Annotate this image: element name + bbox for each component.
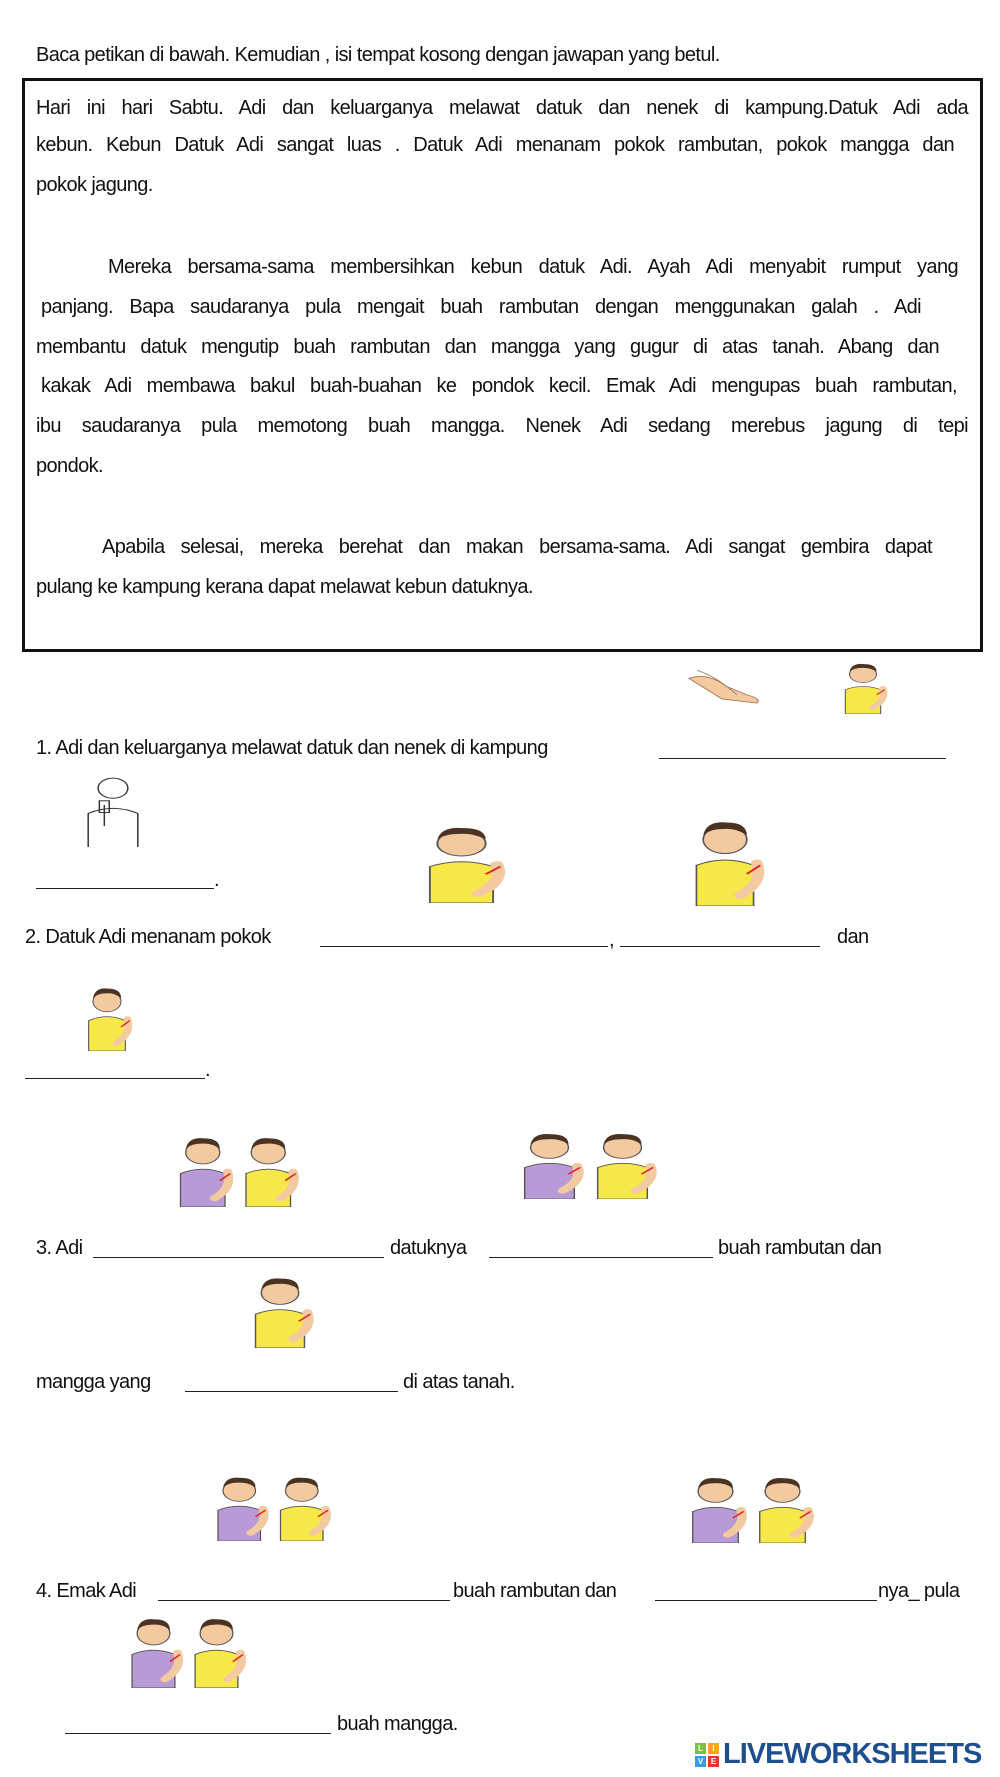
- pair-drawing: [170, 1119, 301, 1207]
- pair-drawing: [682, 1460, 816, 1543]
- passage-line: kakak Adi membawa bakul buah-buahan ke pondok kecil. Emak Adi mengupas buah rambutan,: [41, 375, 957, 397]
- sign-pair-illustration: [208, 1460, 333, 1541]
- q2-end: .: [205, 1059, 210, 1081]
- passage-line: panjang. Bapa saudaranya pula mengait buah rambutan dengan menggunakan galah . Adi: [41, 296, 921, 318]
- sign-pair-illustration: [170, 1119, 301, 1207]
- q2-answer-blank-3[interactable]: [25, 1078, 205, 1079]
- q4-answer-blank-3[interactable]: [65, 1733, 331, 1734]
- sign-boy-illustration: [837, 650, 889, 714]
- outline-drawing: [82, 763, 144, 847]
- q1-text: 1. Adi dan keluarganya melawat datuk dan nenek di kampung: [36, 737, 548, 759]
- liveworksheets-logo: [695, 1738, 981, 1771]
- passage-line: pulang ke kampung kerana dapat melawat kebun datuknya.: [36, 576, 533, 598]
- sign-boy-illustration: [80, 971, 134, 1051]
- hands-drawing: [687, 662, 765, 708]
- instruction: Baca petikan di bawah. Kemudian , isi tempat kosong dengan jawapan yang betul.: [36, 44, 720, 66]
- boy-drawing: [80, 971, 134, 1051]
- logo-tile: I: [708, 1743, 719, 1754]
- q3-answer-blank-1[interactable]: [93, 1257, 384, 1258]
- q3-line2-end: di atas tanah.: [403, 1371, 515, 1393]
- q2-dan: dan: [837, 926, 869, 948]
- logo-tiles-icon: [695, 1743, 719, 1767]
- q3-tail: buah rambutan dan: [718, 1237, 882, 1259]
- q3-answer-blank-3[interactable]: [185, 1391, 398, 1392]
- passage-line: Mereka bersama-sama membersihkan kebun datuk Adi. Ayah Adi menyabit rumput yang: [108, 256, 958, 278]
- sign-boy-illustration: [683, 799, 767, 906]
- q3-line2-start: mangga yang: [36, 1371, 151, 1393]
- passage-line: ibu saudaranya pula memotong buah mangga. Nenek Adi sedang merebus jagung di tepi: [36, 415, 968, 437]
- q4-mid: buah rambutan dan: [453, 1580, 617, 1602]
- passage-line: membantu datuk mengutip buah rambutan dan mangga yang gugur di atas tanah. Abang dan: [36, 336, 939, 358]
- q4-line2-end: buah mangga.: [337, 1713, 458, 1735]
- passage-line: Hari ini hari Sabtu. Adi dan keluarganya melawat datuk dan nenek di kampung.Datuk Adi ada: [36, 97, 968, 119]
- q1-end: .: [214, 869, 219, 891]
- sign-hands-illustration: [687, 662, 765, 708]
- logo-tile: L: [695, 1743, 706, 1754]
- passage-box: [22, 78, 983, 652]
- sign-pair-illustration: [122, 1600, 248, 1688]
- q1-answer-blank-1[interactable]: [659, 758, 946, 759]
- passage-line: pondok.: [36, 455, 103, 477]
- sign-outline-illustration: [82, 763, 144, 847]
- q2-answer-blank-2[interactable]: [620, 946, 820, 947]
- passage-line: kebun. Kebun Datuk Adi sangat luas . Datuk Adi menanam pokok rambutan, pokok mangga dan: [36, 134, 954, 156]
- sign-boy-illustration: [244, 1259, 316, 1348]
- pair-drawing: [513, 1116, 659, 1199]
- q4-answer-blank-2[interactable]: [655, 1600, 877, 1601]
- q2-answer-blank-1[interactable]: [320, 946, 608, 947]
- boy-drawing: [415, 807, 508, 903]
- pair-drawing: [208, 1460, 333, 1541]
- sign-pair-illustration: [682, 1460, 816, 1543]
- passage-line: Apabila selesai, mereka berehat dan makan bersama-sama. Adi sangat gembira dapat: [102, 536, 932, 558]
- logo-tile: V: [695, 1756, 706, 1767]
- q3-answer-blank-2[interactable]: [489, 1257, 713, 1258]
- logo-tile: E: [708, 1756, 719, 1767]
- sign-pair-illustration: [513, 1116, 659, 1199]
- q3-start: 3. Adi: [36, 1237, 83, 1259]
- boy-drawing: [244, 1259, 316, 1348]
- q2-comma: ,: [609, 929, 614, 951]
- q4-tail: nya_ pula: [878, 1580, 960, 1602]
- q2-text: 2. Datuk Adi menanam pokok: [25, 926, 271, 948]
- logo-text: LIVEWORKSHEETS: [723, 1738, 982, 1770]
- boy-drawing: [837, 650, 889, 714]
- q4-start: 4. Emak Adi: [36, 1580, 137, 1602]
- sign-boy-illustration: [415, 807, 508, 903]
- q1-answer-blank-2[interactable]: [36, 888, 214, 889]
- q3-mid: datuknya: [390, 1237, 467, 1259]
- pair-drawing: [122, 1600, 248, 1688]
- boy-drawing: [683, 799, 767, 906]
- passage-line: pokok jagung.: [36, 174, 153, 196]
